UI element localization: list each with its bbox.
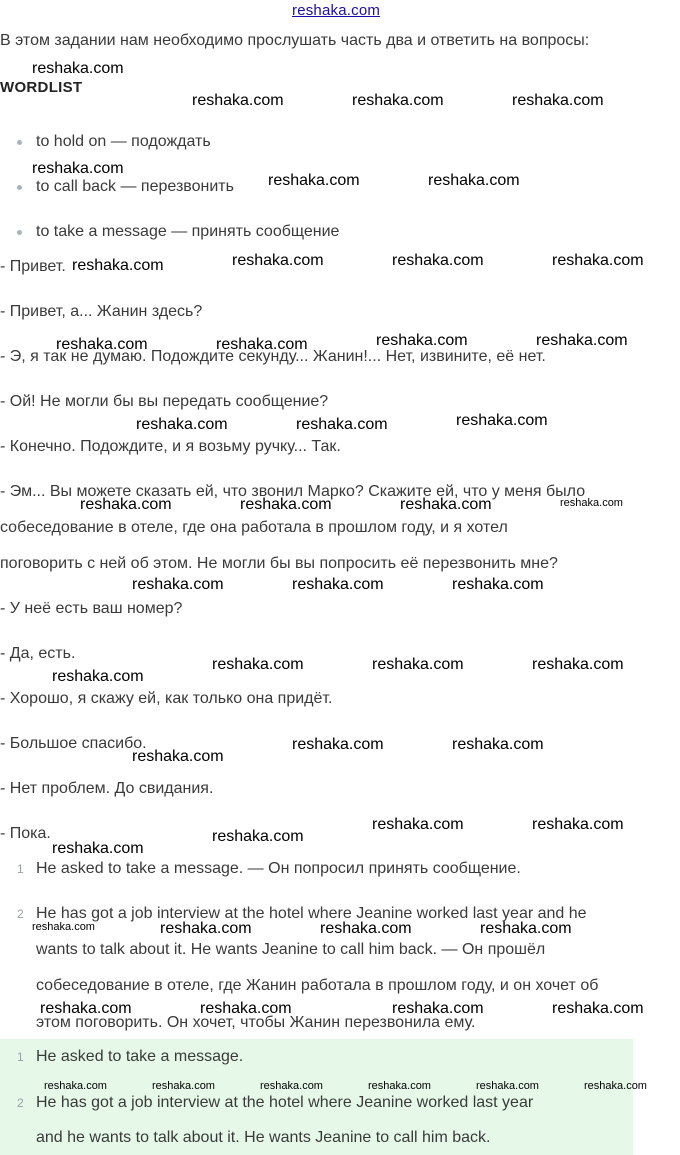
dialogue-line: собеседование в отеле, где она работала в прошлом году, и я хотел (0, 519, 508, 536)
watermark: reshaka.com (44, 1080, 107, 1092)
dialogue-line: - Э, я так не думаю. Подождите секунду... Жанин!... Нет, извините, её нет. (0, 348, 546, 365)
watermark: reshaka.com (532, 656, 624, 673)
dialogue-line: - Да, есть. (0, 645, 76, 662)
watermark: reshaka.com (152, 1080, 215, 1092)
dialogue-line: - Большое спасибо. (0, 735, 147, 752)
watermark: reshaka.com (260, 1080, 323, 1092)
watermark: reshaka.com (296, 416, 388, 433)
watermark: reshaka.com (80, 496, 172, 513)
answer-number: 2 (17, 907, 24, 921)
watermark: reshaka.com (532, 816, 624, 833)
final-answer-line: He has got a job interview at the hotel where Jeanine worked last year (36, 1094, 534, 1111)
watermark: reshaka.com (372, 656, 464, 673)
dialogue-line: поговорить с ней об этом. Не могли бы вы попросить её перезвонить мне? (0, 555, 558, 572)
watermark: reshaka.com (320, 920, 412, 937)
answer-number: 1 (17, 862, 24, 876)
watermark: reshaka.com (480, 920, 572, 937)
watermark: reshaka.com (32, 921, 95, 933)
answer-line: He asked to take a message. — Он попросил принять сообщение. (36, 860, 521, 877)
dialogue-line: - Ой! Не могли бы вы передать сообщение? (0, 393, 329, 410)
watermark: reshaka.com (160, 920, 252, 937)
watermark: reshaka.com (512, 92, 604, 109)
watermark: reshaka.com (40, 1000, 132, 1017)
wordlist-title: WORDLIST (0, 79, 83, 96)
answer-line: собеседование в отеле, где Жанин работала в прошлом году, и он хочет об (36, 977, 599, 994)
watermark: reshaka.com (292, 736, 384, 753)
watermark: reshaka.com (52, 668, 144, 685)
watermark: reshaka.com (212, 656, 304, 673)
dialogue-line: - Пока. (0, 825, 51, 842)
final-answer-line: and he wants to talk about it. He wants Jeanine to call him back. (36, 1129, 491, 1146)
watermark: reshaka.com (452, 736, 544, 753)
watermark: reshaka.com (292, 576, 384, 593)
watermark: reshaka.com (368, 1080, 431, 1092)
watermark: reshaka.com (212, 828, 304, 845)
dialogue-line: - Привет, а... Жанин здесь? (0, 303, 203, 320)
dialogue-line: - Хорошо, я скажу ей, как только она придёт. (0, 690, 333, 707)
watermark: reshaka.com (52, 840, 144, 857)
watermark: reshaka.com (32, 60, 124, 77)
final-answer-line: He asked to take a message. (36, 1048, 244, 1065)
answer-line: He has got a job interview at the hotel where Jeanine worked last year and he (36, 905, 587, 922)
watermark: reshaka.com (428, 172, 520, 189)
dialogue-line: - Эм... Вы можете сказать ей, что звонил Марко? Скажите ей, что у меня было (0, 483, 586, 500)
watermark: reshaka.com (132, 748, 224, 765)
final-answer-number: 1 (17, 1050, 24, 1064)
intro-text: В этом задании нам необходимо прослушать часть два и ответить на вопросы: (0, 32, 590, 49)
watermark: reshaka.com (200, 1000, 292, 1017)
answer-line: wants to talk about it. He wants Jeanine to call him back. — Он прошёл (36, 941, 546, 958)
site-header-link[interactable]: reshaka.com (292, 2, 381, 19)
watermark: reshaka.com (400, 496, 492, 513)
watermark: reshaka.com (268, 172, 360, 189)
watermark: reshaka.com (392, 1000, 484, 1017)
bullet-icon (17, 140, 22, 145)
watermark: reshaka.com (32, 160, 124, 177)
watermark: reshaka.com (560, 497, 623, 509)
watermark: reshaka.com (72, 257, 164, 274)
dialogue-line: - Нет проблем. До свидания. (0, 780, 214, 797)
dialogue-line: - Конечно. Подождите, и я возьму ручку... Так. (0, 438, 341, 455)
watermark: reshaka.com (452, 576, 544, 593)
final-answer-number: 2 (17, 1096, 24, 1110)
watermark: reshaka.com (476, 1080, 539, 1092)
watermark: reshaka.com (536, 332, 628, 349)
watermark: reshaka.com (552, 1000, 644, 1017)
watermark: reshaka.com (132, 576, 224, 593)
wordlist-item: to hold on — подождать (36, 133, 211, 150)
wordlist-item: to take a message — принять сообщение (36, 223, 340, 240)
watermark: reshaka.com (456, 412, 548, 429)
watermark: reshaka.com (584, 1080, 647, 1092)
watermark: reshaka.com (352, 92, 444, 109)
bullet-icon (17, 230, 22, 235)
wordlist-item: to call back — перезвонить (36, 178, 234, 195)
watermark: reshaka.com (136, 416, 228, 433)
dialogue-line: - Привет. (0, 258, 66, 275)
watermark: reshaka.com (232, 252, 324, 269)
bullet-icon (17, 185, 22, 190)
watermark: reshaka.com (376, 332, 468, 349)
watermark: reshaka.com (192, 92, 284, 109)
watermark: reshaka.com (216, 336, 308, 353)
watermark: reshaka.com (392, 252, 484, 269)
dialogue-line: - У неё есть ваш номер? (0, 600, 183, 617)
answer-line: этом поговорить. Он хочет, чтобы Жанин перезвонила ему. (36, 1014, 476, 1031)
watermark: reshaka.com (240, 496, 332, 513)
watermark: reshaka.com (552, 252, 644, 269)
watermark: reshaka.com (372, 816, 464, 833)
watermark: reshaka.com (56, 336, 148, 353)
